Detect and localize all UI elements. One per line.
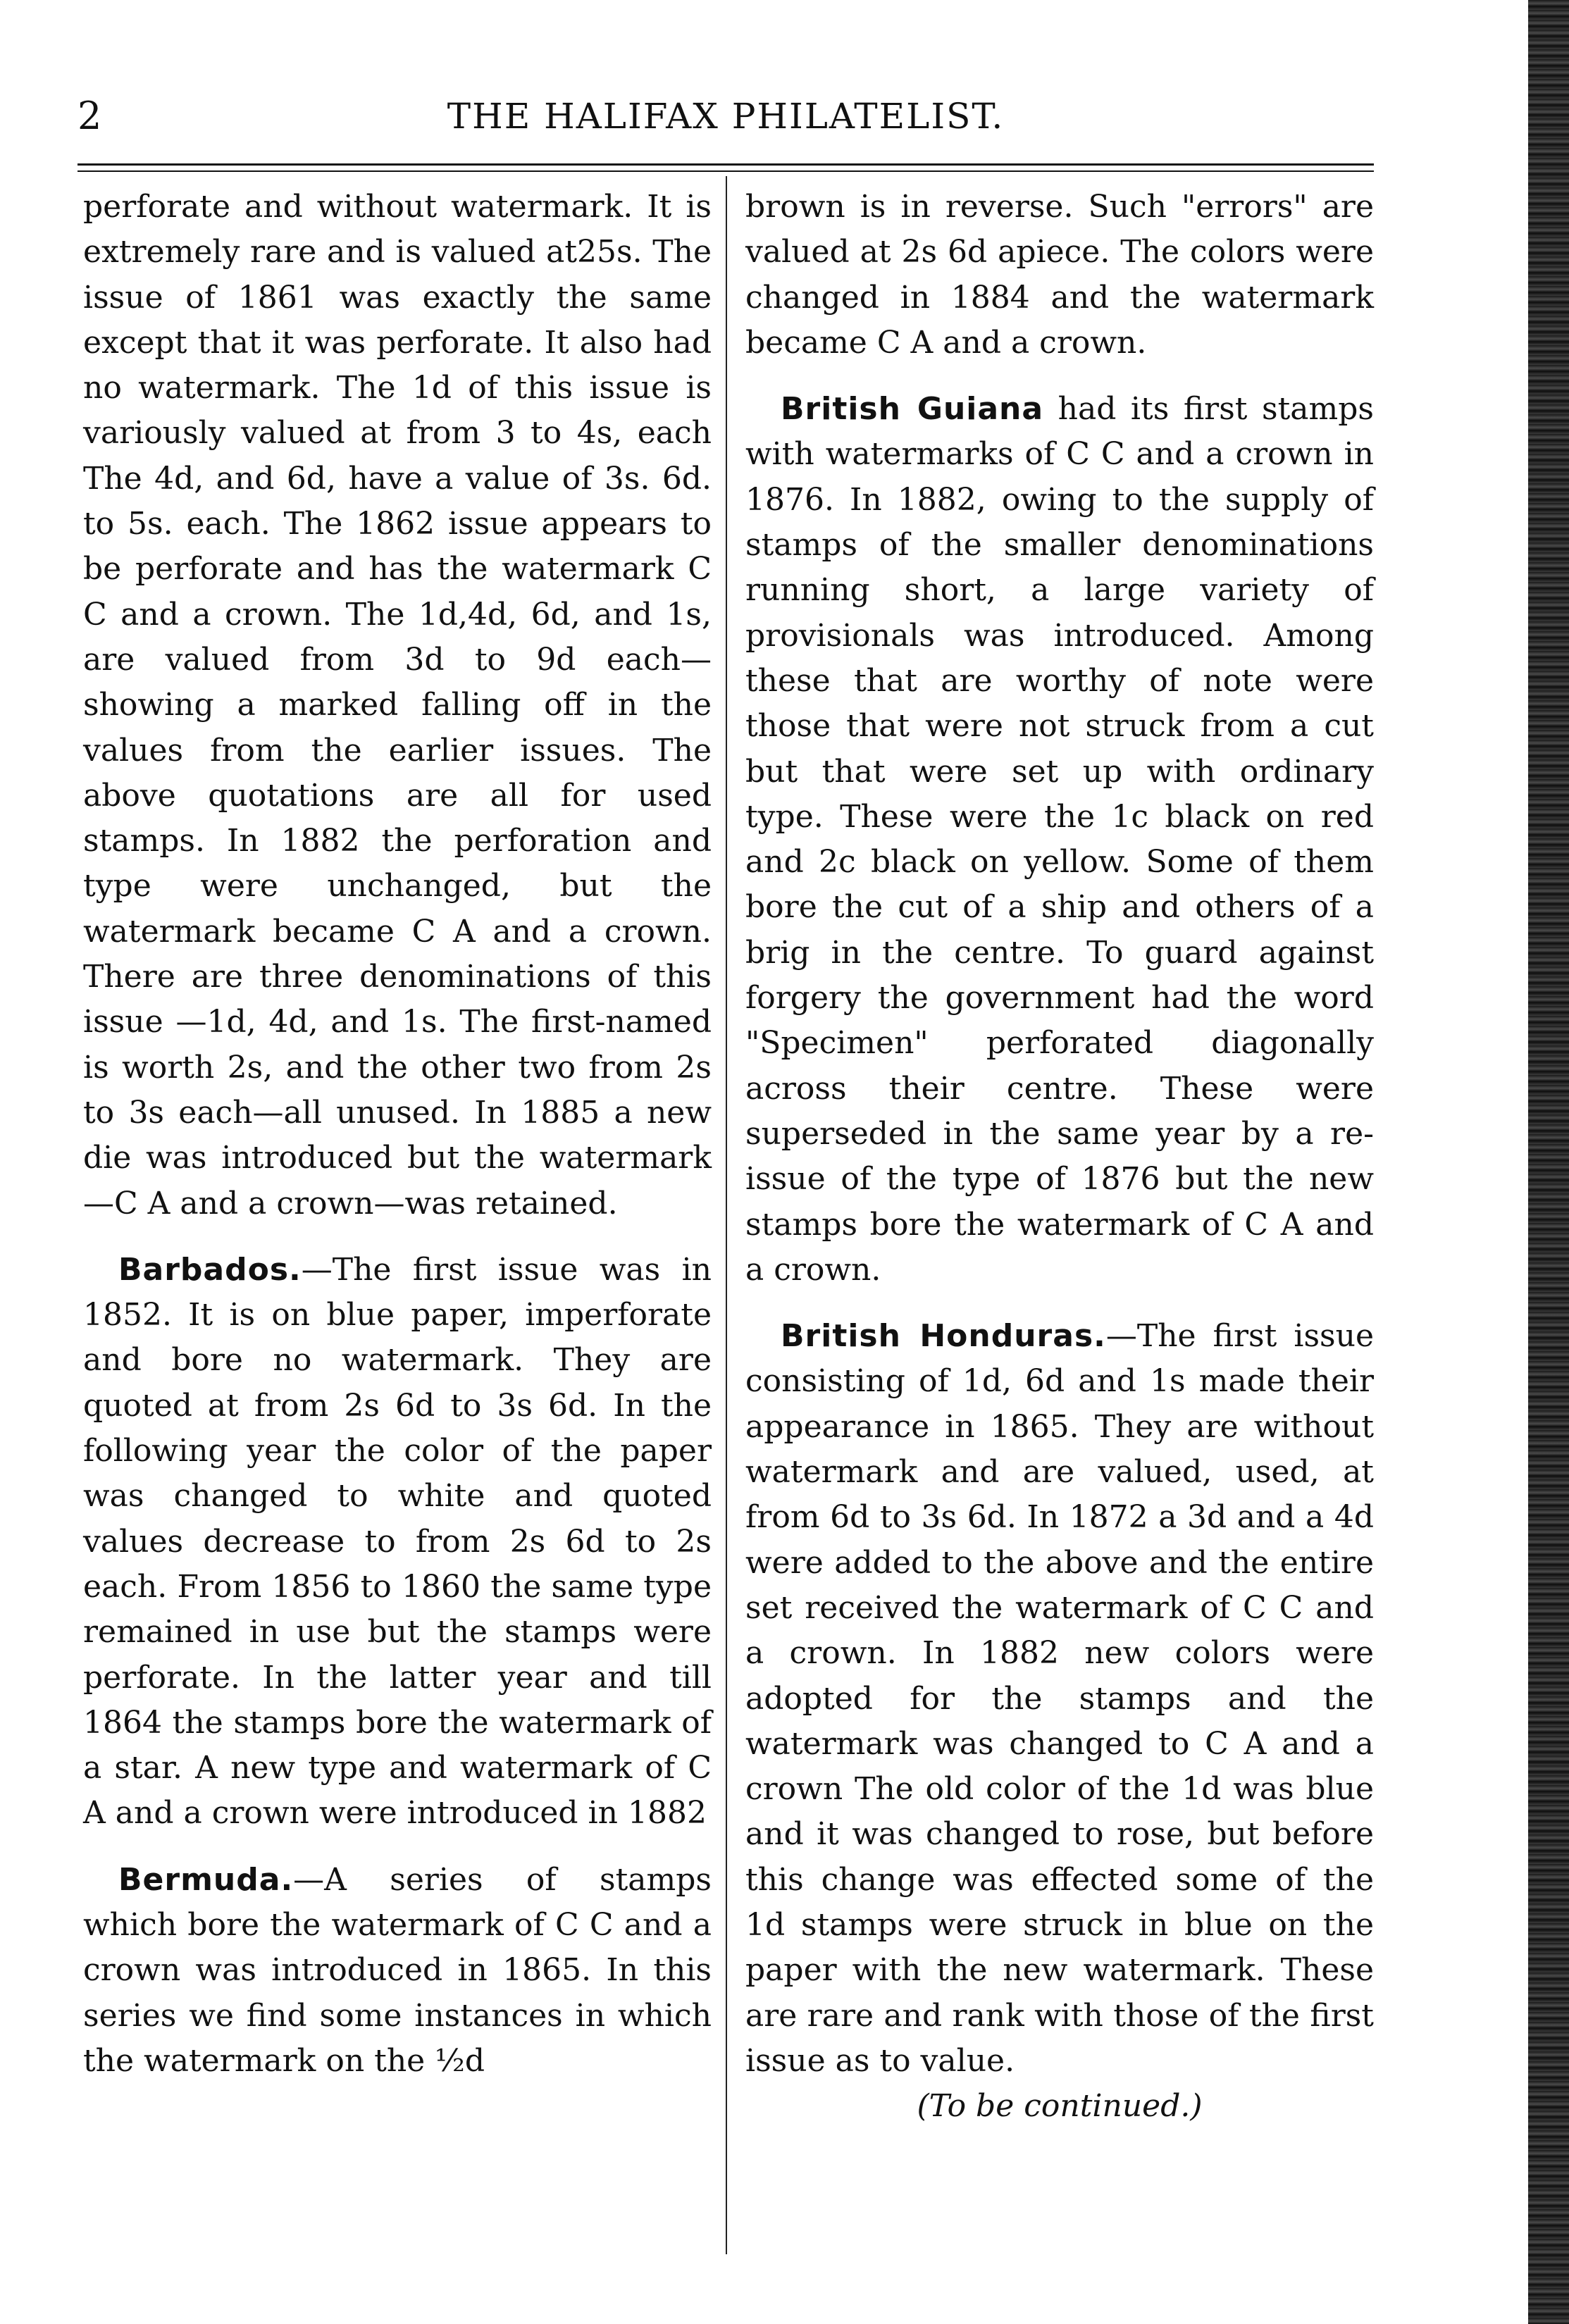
bermuda-paragraph: [83, 1858, 712, 2084]
british-guiana-paragraph: [745, 387, 1374, 1293]
header-rule: [77, 163, 1374, 166]
british-guiana-text: had its first stamps with watermarks of C C and a crown in 1876. In 1882, owing to the supply of stamps of the smaller denominations running short, a large variety of provisionals was introduced. Among these that are worthy of note were those that were not struck from a cut but that were set up with ordinary type. These were the 1c black on red and 2c black on yellow. Some of them bore the cut of a ship and others of a brig in the centre. To guard against forgery the government had the word "Specimen" perforated diagonally across their centre. These were superseded in the same year by a re-issue of the type of 1876 but the new stamps bore the watermark of C A and a crown.: [745, 391, 1374, 1288]
column-divider: [726, 176, 727, 2254]
left-intro-paragraph: perforate and without watermark. It is extremely rare and is valued at25s. The issue of 1861 was exactly the same except that it was perforate. It also had no watermark. The 1d of this issue is variously valued at from 3 to 4s, each The 4d, and 6d, have a value of 3s. 6d. to 5s. each. The 1862 issue appears to be perforate and has the watermark C C and a crown. The 1d,4d, 6d, and 1s, are valued from 3d to 9d each—showing a marked falling off in the values from the earlier issues. The above quotations are all for used stamps. In 1882 the perforation and type were unchanged, but the watermark became C A and a crown. There are three denominations of this issue —1d, 4d, and 1s. The first-named is worth 2s, and the other two from 2s to 3s each—all unused. In 1885 a new die was introduced but the watermark—C A and a crown—was retained.: [83, 189, 712, 1222]
right-column: [745, 185, 1374, 2129]
page-number: 2: [77, 94, 102, 138]
right-intro-paragraph: brown is in reverse. Such "errors" are valued at 2s 6d apiece. The colors were changed in 1884 and the watermark became C A and a crown.: [745, 189, 1374, 361]
british-honduras-paragraph: [745, 1314, 1374, 2084]
header-rule-thin: [77, 170, 1374, 172]
british-honduras-text: —The first issue consisting of 1d, 6d and 1s made their appearance in 1865. They are without watermark and are valued, used, at from 6d to 3s 6d. In 1872 a 3d and a 4d were added to the above and the entire set received the watermark of C C and a crown. In 1882 new colors were adopted for the stamps and the watermark was changed to C A and a crown The old color of the 1d was blue and it was changed to rose, but before this change was effected some of the 1d stamps were struck in blue on the paper with the new watermark. These are rare and rank with those of the first issue as to value.: [745, 1318, 1374, 2079]
running-title: THE HALIFAX PHILATELIST.: [447, 96, 1005, 137]
to-be-continued: (To be continued.): [917, 2088, 1203, 2125]
british-honduras-heading: British Honduras.: [781, 1318, 1106, 1355]
barbados-text: —The first issue was in 1852. It is on blue paper, imperforate and bore no watermark. They are quoted at from 2s 6d to 3s 6d. In the following year the color of the paper was changed to white and quoted values decrease to from 2s 6d to 2s each. From 1856 to 1860 the same type remained in use but the stamps were perforate. In the latter year and till 1864 the stamps bore the watermark of a star. A new type and watermark of C A and a crown were introduced in 1882: [83, 1251, 712, 1832]
barbados-heading: Barbados.: [118, 1251, 302, 1288]
scan-edge-strip: [1528, 0, 1569, 2324]
bermuda-heading: Bermuda.: [118, 1861, 294, 1898]
left-column: [83, 185, 712, 2084]
british-guiana-heading: British Guiana: [781, 391, 1044, 428]
barbados-paragraph: [83, 1248, 712, 1837]
page-header: [77, 85, 1374, 148]
bermuda-text: —A series of stamps which bore the watermark of C C and a crown was introduced in 1865. In this series we find some instances in which the watermark on the ½d: [83, 1861, 712, 2079]
